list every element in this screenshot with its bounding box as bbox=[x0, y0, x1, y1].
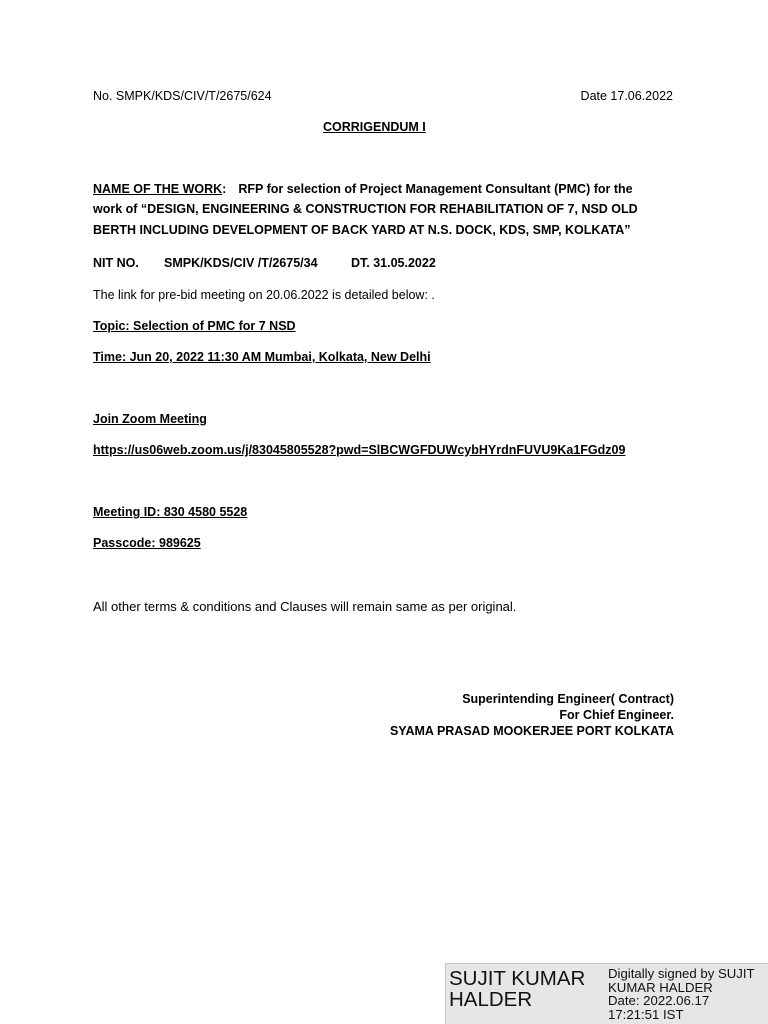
zoom-meeting-link[interactable]: https://us06web.zoom.us/j/83045805528?pwd=SlBCWGFDUWcybHYrdnFUVU9Ka1FGdz09 bbox=[93, 443, 626, 457]
signature-details: Digitally signed by SUJIT KUMAR HALDER Date: 2022.06.17 17:21:51 IST bbox=[608, 966, 755, 1022]
signer-name: SUJIT KUMAR HALDER bbox=[449, 967, 586, 1011]
signatory-on-behalf: For Chief Engineer. bbox=[559, 708, 674, 722]
work-description-line-2: work of “DESIGN, ENGINEERING & CONSTRUCTION FOR REHABILITATION OF 7, NSD OLD bbox=[93, 202, 638, 216]
meeting-topic: Topic: Selection of PMC for 7 NSD bbox=[93, 319, 296, 333]
work-label: NAME OF THE WORK bbox=[93, 182, 223, 196]
nit-number: SMPK/KDS/CIV /T/2675/34 bbox=[164, 256, 318, 270]
meeting-passcode: Passcode: 989625 bbox=[93, 536, 201, 550]
document-date: Date 17.06.2022 bbox=[580, 89, 673, 103]
work-line-1 bbox=[93, 182, 633, 197]
closing-statement: All other terms & conditions and Clauses will remain same as per original. bbox=[93, 599, 517, 614]
prebid-text: The link for pre-bid meeting on 20.06.2022 is detailed below: . bbox=[93, 288, 435, 302]
digital-signature-box[interactable] bbox=[445, 963, 768, 1024]
work-description-line-1: RFP for selection of Project Management Consultant (PMC) for the bbox=[238, 182, 633, 196]
signatory-organization: SYAMA PRASAD MOOKERJEE PORT KOLKATA bbox=[389, 724, 674, 738]
meeting-id: Meeting ID: 830 4580 5528 bbox=[93, 505, 248, 519]
nit-date: DT. 31.05.2022 bbox=[351, 256, 436, 270]
document-title: CORRIGENDUM I bbox=[323, 120, 426, 134]
meeting-time: Time: Jun 20, 2022 11:30 AM Mumbai, Kolkata, New Delhi bbox=[93, 350, 431, 364]
nit-label: NIT NO. bbox=[93, 256, 139, 270]
work-label-colon: : bbox=[222, 182, 227, 196]
join-zoom-heading: Join Zoom Meeting bbox=[93, 412, 207, 426]
work-description-line-3: BERTH INCLUDING DEVELOPMENT OF BACK YARD AT N.S. DOCK, KDS, SMP, KOLKATA” bbox=[93, 223, 631, 237]
reference-number: No. SMPK/KDS/CIV/T/2675/624 bbox=[93, 89, 272, 103]
signatory-designation: Superintending Engineer( Contract) bbox=[462, 692, 674, 706]
